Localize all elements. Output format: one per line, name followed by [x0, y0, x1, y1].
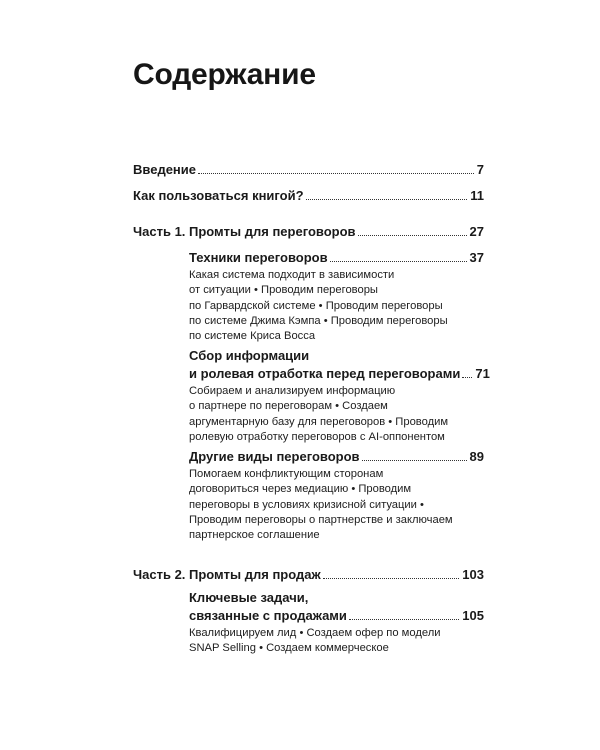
- toc-entry-information-gathering[interactable]: [189, 366, 490, 382]
- toc-entry-label: Введение: [133, 162, 196, 177]
- toc-page-number: 71: [475, 366, 490, 381]
- toc-entry-howto[interactable]: [133, 188, 484, 204]
- description-line: о партнере по переговорам • Создаем: [189, 400, 388, 413]
- toc-entry-label: Промты для продаж: [189, 567, 321, 582]
- toc-entry-description: [189, 268, 448, 344]
- description-line: партнерское соглашение: [189, 529, 320, 542]
- dot-leader: [330, 261, 467, 262]
- toc-entry-label: и ролевая отработка перед переговорами: [189, 366, 461, 381]
- toc-entry-label: Техники переговоров: [189, 250, 328, 265]
- dot-leader: [349, 619, 459, 620]
- toc-entry-part-1[interactable]: [133, 224, 484, 240]
- description-line: от ситуации • Проводим переговоры: [189, 284, 378, 297]
- description-line: аргументарную базу для переговоров • Проводим: [189, 415, 449, 428]
- description-line: SNAP Selling • Создаем коммерческое: [189, 642, 389, 655]
- toc-page-number: 105: [462, 608, 484, 623]
- toc-entry-label-line[interactable]: Ключевые задачи,: [189, 590, 309, 605]
- dot-leader: [362, 460, 467, 461]
- description-line: Проводим переговоры о партнерстве и заключаем: [189, 513, 453, 526]
- description-line: по системе Джима Кэмпа • Проводим переговоры: [189, 314, 448, 327]
- dot-leader: [198, 173, 474, 174]
- toc-entry-description: [189, 384, 448, 445]
- toc-entry-key-sales-tasks[interactable]: [189, 608, 484, 624]
- description-line: по Гарвардской системе • Проводим переговоры: [189, 299, 443, 312]
- toc-part-number: Часть 1.: [133, 224, 186, 239]
- dot-leader: [323, 578, 460, 579]
- toc-page-number: 7: [476, 162, 484, 177]
- description-line: Квалифицируем лид • Создаем офер по модели: [189, 627, 441, 639]
- dot-leader: [462, 377, 472, 378]
- toc-page-number: 11: [470, 188, 484, 203]
- toc-page-number: 103: [462, 567, 484, 582]
- toc-entry-description: [189, 626, 441, 657]
- description-line: Собираем и анализируем информацию: [189, 385, 396, 397]
- description-line: переговоры в условиях кризисной ситуации •: [189, 498, 424, 511]
- toc-entry-label: Как пользоваться книгой?: [133, 188, 304, 203]
- toc-entry-description: [189, 467, 453, 543]
- toc-entry-other-negotiations[interactable]: [189, 449, 484, 465]
- toc-entry-label: связанные с продажами: [189, 608, 347, 623]
- description-line: ролевую отработку переговоров с AI-оппонентом: [189, 430, 445, 443]
- toc-page-number: 27: [469, 224, 484, 239]
- dot-leader: [358, 235, 467, 236]
- toc-entry-intro[interactable]: [133, 162, 484, 178]
- description-line: по системе Криса Восса: [189, 330, 316, 343]
- toc-entry-label: Другие виды переговоров: [189, 449, 360, 464]
- toc-page-number: 37: [469, 250, 484, 265]
- toc-entry-part-2[interactable]: [133, 567, 484, 583]
- description-line: Помогаем конфликтующим сторонам: [189, 468, 384, 480]
- toc-entry-label: Промты для переговоров: [189, 224, 356, 239]
- toc-part-number: Часть 2.: [133, 567, 186, 582]
- toc-entry-label-line[interactable]: Сбор информации: [189, 348, 310, 363]
- description-line: договориться через медиацию • Проводим: [189, 483, 412, 496]
- description-line: Какая система подходит в зависимости: [189, 269, 395, 281]
- toc-entry-negotiation-techniques[interactable]: [189, 250, 484, 266]
- dot-leader: [306, 199, 468, 200]
- page-title: Содержание: [133, 58, 316, 91]
- toc-page-number: 89: [469, 449, 484, 464]
